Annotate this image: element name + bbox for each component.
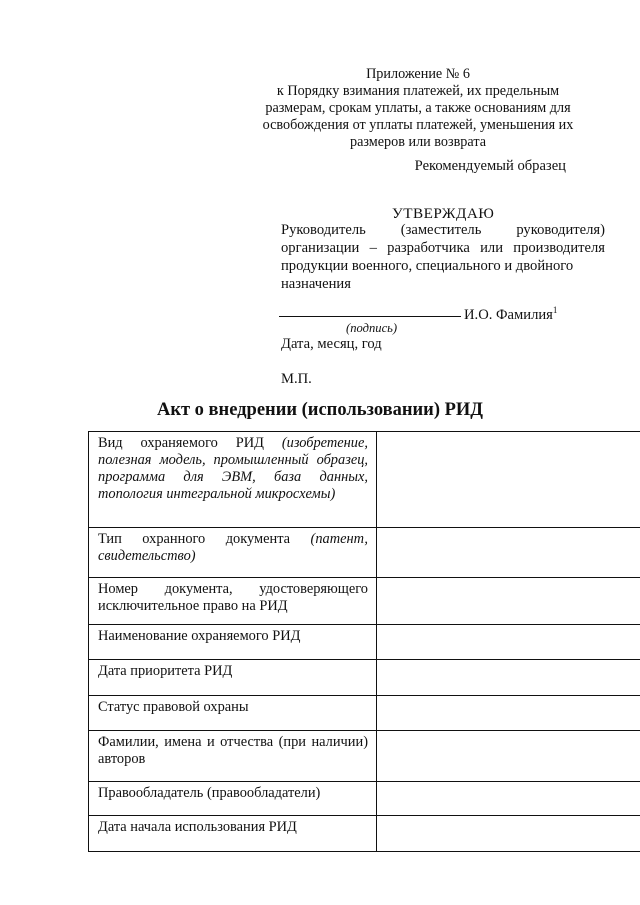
row-value[interactable] xyxy=(377,578,640,625)
table-row xyxy=(89,660,640,696)
row-value[interactable] xyxy=(377,816,640,852)
row-label-note: (патент, свидетельство) xyxy=(98,531,368,564)
row-label: Статус правовой охраны xyxy=(89,696,377,731)
rid-table xyxy=(88,431,640,852)
document-title: Акт о внедрении (использовании) РИД xyxy=(156,400,484,420)
row-value[interactable] xyxy=(377,782,640,816)
signature-line xyxy=(279,306,461,317)
row-label: Фамилии, имена и отчества (при наличии) авторов xyxy=(89,731,377,782)
approval-position-main: Руководитель (заместитель руководителя) организации – разработчика или производителя продукции военного, специального и двойного xyxy=(281,222,605,274)
row-label: Номер документа, удостоверяющего исключительное право на РИД xyxy=(89,578,377,625)
annex-header xyxy=(250,66,586,151)
row-label: Дата приоритета РИД xyxy=(89,660,377,696)
signature-caption: (подпись) xyxy=(346,321,398,335)
table-row xyxy=(89,625,640,660)
row-value[interactable] xyxy=(377,660,640,696)
row-value[interactable] xyxy=(377,528,640,578)
table-row xyxy=(89,731,640,782)
row-label-text: Вид охраняемого РИД xyxy=(98,435,264,451)
annex-text: к Порядку взимания платежей, их предельным размерам, срокам уплаты, а также основаниям для освобождения от уплаты платежей, уменьшения их размеров или возврата xyxy=(262,83,574,150)
table-row xyxy=(89,528,640,578)
signer-name-text: И.О. Фамилия xyxy=(464,306,553,323)
table-row xyxy=(89,696,640,731)
row-label xyxy=(89,432,377,528)
row-label: Правообладатель (правообладатели) xyxy=(89,782,377,816)
approval-position-last: назначения xyxy=(281,276,351,292)
approval-title: УТВЕРЖДАЮ xyxy=(392,205,495,222)
row-label-note: (изобретение, полезная модель, промышленный образец, программа для ЭВМ, база данных, топология интегральной микросхемы) xyxy=(98,435,368,502)
footnote-mark: 1 xyxy=(552,305,558,315)
approval-position xyxy=(281,221,605,293)
row-value[interactable] xyxy=(377,696,640,731)
recommended-sample-label: Рекомендуемый образец xyxy=(414,158,566,174)
row-label-text: Тип охранного документа xyxy=(98,531,291,547)
table-row xyxy=(89,782,640,816)
table-row xyxy=(89,432,640,528)
row-value[interactable] xyxy=(377,625,640,660)
table-row xyxy=(89,816,640,852)
row-label: Дата начала использования РИД xyxy=(89,816,377,852)
table-row xyxy=(89,578,640,625)
row-value[interactable] xyxy=(377,432,640,528)
annex-number: Приложение № 6 xyxy=(366,66,470,82)
row-value[interactable] xyxy=(377,731,640,782)
stamp-place: М.П. xyxy=(281,371,312,387)
date-line: Дата, месяц, год xyxy=(281,336,382,352)
signer-name xyxy=(464,305,557,324)
row-label: Наименование охраняемого РИД xyxy=(89,625,377,660)
row-label xyxy=(89,528,377,578)
